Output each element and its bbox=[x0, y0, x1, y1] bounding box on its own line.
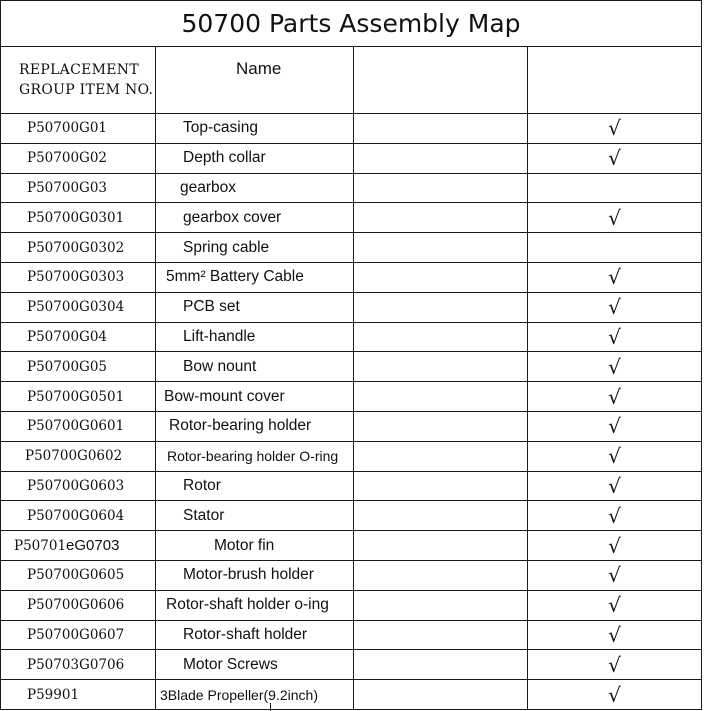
item-code: P50700G01 bbox=[1, 114, 156, 144]
table-row bbox=[1, 292, 702, 322]
empty-cell bbox=[354, 382, 528, 412]
empty-cell bbox=[354, 590, 528, 620]
item-name: Bow-mount cover bbox=[156, 382, 354, 412]
empty-cell bbox=[354, 441, 528, 471]
empty-cell bbox=[354, 262, 528, 292]
empty-cell bbox=[354, 203, 528, 233]
table-row bbox=[1, 114, 702, 144]
item-name: Rotor-shaft holder o-ing bbox=[156, 590, 354, 620]
table-divider bbox=[270, 703, 271, 711]
table-row bbox=[1, 233, 702, 263]
item-name: Bow nount bbox=[156, 352, 354, 382]
item-name: Rotor-shaft holder bbox=[156, 620, 354, 650]
check-mark-icon: √ bbox=[528, 620, 702, 650]
item-code: P50700G0501 bbox=[1, 382, 156, 412]
item-name: Rotor-bearing holder O-ring bbox=[156, 441, 354, 471]
item-code: P50700G0606 bbox=[1, 590, 156, 620]
header-col4 bbox=[528, 47, 702, 114]
item-code: P50700G0604 bbox=[1, 501, 156, 531]
empty-cell bbox=[354, 531, 528, 561]
item-name: PCB set bbox=[156, 292, 354, 322]
empty-cell bbox=[354, 233, 528, 263]
item-code: P50700G0603 bbox=[1, 471, 156, 501]
empty-cell bbox=[354, 560, 528, 590]
item-code: P50700G02 bbox=[1, 143, 156, 173]
empty-cell bbox=[354, 322, 528, 352]
item-code: P50700G0301 bbox=[1, 203, 156, 233]
empty-cell bbox=[354, 352, 528, 382]
item-code: P50700G0602 bbox=[1, 441, 156, 471]
header-code bbox=[1, 47, 156, 114]
item-name: Motor fin bbox=[156, 531, 354, 561]
item-code-part-b: eG0703 bbox=[66, 537, 120, 555]
item-code: P50700G0302 bbox=[1, 233, 156, 263]
header-code-line1: REPLACEMENT bbox=[19, 62, 139, 78]
table-row bbox=[1, 680, 702, 710]
empty-cell bbox=[354, 620, 528, 650]
empty-cell bbox=[354, 650, 528, 680]
empty-cell bbox=[528, 233, 702, 263]
header-col3 bbox=[354, 47, 528, 114]
empty-cell bbox=[354, 292, 528, 322]
empty-cell bbox=[354, 501, 528, 531]
check-mark-icon: √ bbox=[528, 203, 702, 233]
check-mark-icon: √ bbox=[528, 441, 702, 471]
header-row bbox=[1, 47, 702, 114]
table-row bbox=[1, 411, 702, 441]
table-row bbox=[1, 203, 702, 233]
empty-cell bbox=[354, 114, 528, 144]
table-row bbox=[1, 620, 702, 650]
table-row bbox=[1, 382, 702, 412]
empty-cell bbox=[354, 680, 528, 710]
item-name: gearbox bbox=[156, 173, 354, 203]
table-row bbox=[1, 560, 702, 590]
table-row bbox=[1, 441, 702, 471]
item-code: P59901 bbox=[1, 680, 156, 710]
table-row bbox=[1, 531, 702, 561]
item-code: P50700G04 bbox=[1, 322, 156, 352]
item-code-part-a: P50701 bbox=[14, 538, 67, 555]
table-row bbox=[1, 173, 702, 203]
item-code: P50700G0303 bbox=[1, 262, 156, 292]
item-code: P50700G03 bbox=[1, 173, 156, 203]
empty-cell bbox=[354, 173, 528, 203]
header-name: Name bbox=[156, 47, 354, 114]
title-row bbox=[1, 1, 702, 47]
page-title: 50700 Parts Assembly Map bbox=[1, 1, 702, 47]
check-mark-icon: √ bbox=[528, 531, 702, 561]
check-mark-icon: √ bbox=[528, 114, 702, 144]
item-name: 5mm² Battery Cable bbox=[156, 262, 354, 292]
check-mark-icon: √ bbox=[528, 352, 702, 382]
check-mark-icon: √ bbox=[528, 680, 702, 710]
item-name: Spring cable bbox=[156, 233, 354, 263]
check-mark-icon: √ bbox=[528, 650, 702, 680]
table-row bbox=[1, 471, 702, 501]
item-code: P50700G0607 bbox=[1, 620, 156, 650]
item-name: Stator bbox=[156, 501, 354, 531]
table-row bbox=[1, 650, 702, 680]
empty-cell bbox=[354, 471, 528, 501]
item-name: 3Blade Propeller(9.2inch) bbox=[156, 680, 354, 710]
check-mark-icon: √ bbox=[528, 411, 702, 441]
table-row bbox=[1, 590, 702, 620]
check-mark-icon: √ bbox=[528, 590, 702, 620]
check-mark-icon: √ bbox=[528, 501, 702, 531]
empty-cell bbox=[354, 411, 528, 441]
table-row bbox=[1, 352, 702, 382]
item-code: P50703G0706 bbox=[1, 650, 156, 680]
check-mark-icon: √ bbox=[528, 262, 702, 292]
item-code: P50700G0304 bbox=[1, 292, 156, 322]
table-row bbox=[1, 501, 702, 531]
item-name: gearbox cover bbox=[156, 203, 354, 233]
item-name: Depth collar bbox=[156, 143, 354, 173]
check-mark-icon: √ bbox=[528, 292, 702, 322]
check-mark-icon: √ bbox=[528, 382, 702, 412]
item-name: Lift-handle bbox=[156, 322, 354, 352]
item-name: Motor Screws bbox=[156, 650, 354, 680]
item-code: P50700G0601 bbox=[1, 411, 156, 441]
check-mark-icon: √ bbox=[528, 322, 702, 352]
table-row bbox=[1, 262, 702, 292]
header-code-line2: GROUP ITEM NO. bbox=[19, 82, 154, 98]
empty-cell bbox=[528, 173, 702, 203]
check-mark-icon: √ bbox=[528, 560, 702, 590]
item-name: Rotor bbox=[156, 471, 354, 501]
item-code: P50700G05 bbox=[1, 352, 156, 382]
item-name: Motor-brush holder bbox=[156, 560, 354, 590]
check-mark-icon: √ bbox=[528, 143, 702, 173]
item-name: Rotor-bearing holder bbox=[156, 411, 354, 441]
item-code: P50700G0605 bbox=[1, 560, 156, 590]
check-mark-icon: √ bbox=[528, 471, 702, 501]
item-code bbox=[1, 531, 156, 561]
empty-cell bbox=[354, 143, 528, 173]
item-name: Top-casing bbox=[156, 114, 354, 144]
table-row bbox=[1, 143, 702, 173]
table-row bbox=[1, 322, 702, 352]
